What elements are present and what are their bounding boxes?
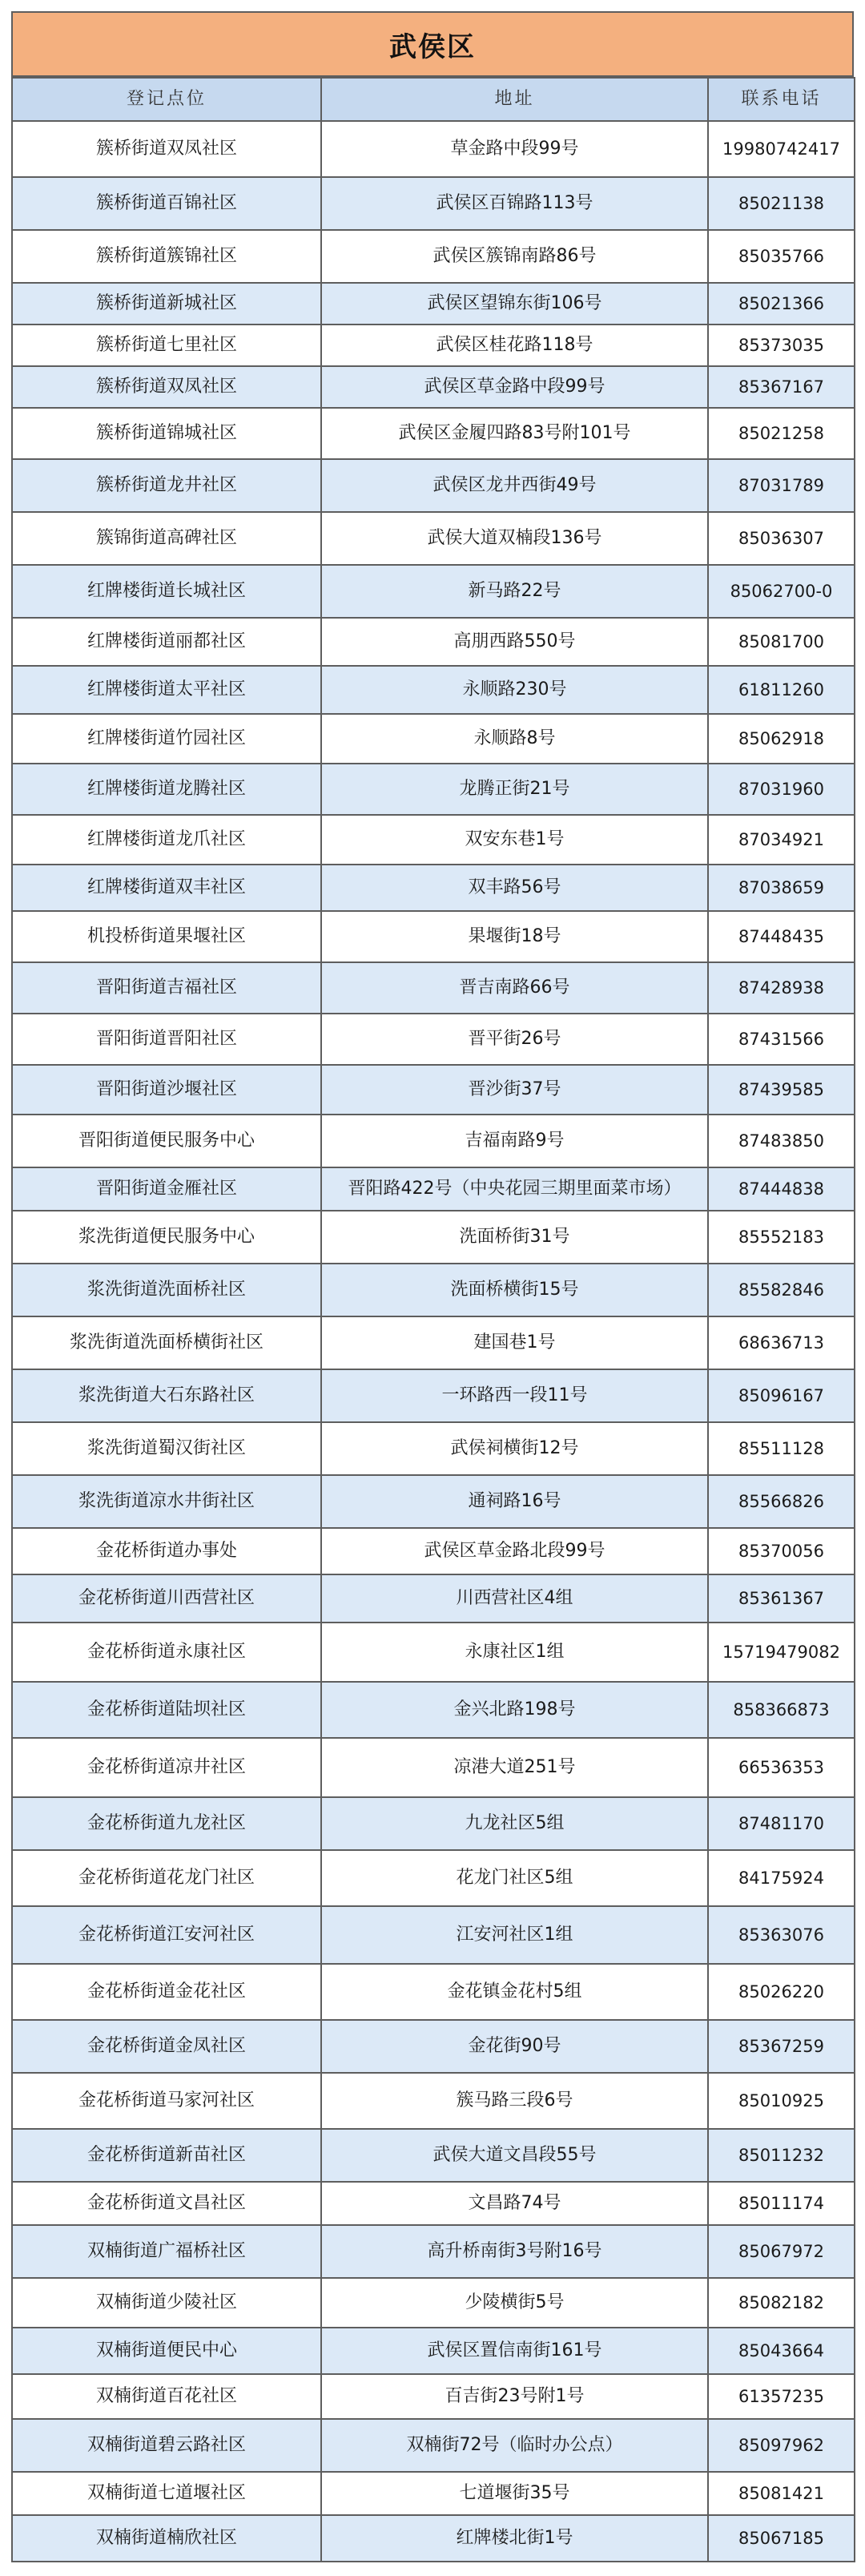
- district-title-bar: [11, 11, 854, 77]
- cell-phone: 87428938: [708, 962, 855, 1014]
- cell-phone: 87038659: [708, 865, 855, 911]
- cell-location: 金花桥街道凉井社区: [12, 1738, 321, 1797]
- cell-address: 洗面桥街31号: [321, 1211, 708, 1264]
- cell-address: 通祠路16号: [321, 1475, 708, 1528]
- registration-table: [11, 77, 855, 2562]
- cell-address: 武侯大道双楠段136号: [321, 512, 708, 565]
- cell-location: 红牌楼街道龙腾社区: [12, 764, 321, 815]
- table-row: [12, 2020, 855, 2073]
- table-row: [12, 177, 855, 230]
- cell-location: 双楠街道百花社区: [12, 2374, 321, 2419]
- table-row: [12, 2515, 855, 2562]
- cell-phone: 85511128: [708, 1422, 855, 1475]
- table-row: [12, 366, 855, 408]
- table-row: [12, 459, 855, 512]
- cell-location: 金花桥街道办事处: [12, 1528, 321, 1574]
- district-title: 武侯区: [389, 30, 476, 63]
- cell-location: 晋阳街道吉福社区: [12, 962, 321, 1014]
- cell-location: 金花桥街道川西营社区: [12, 1574, 321, 1623]
- table-row: [12, 2225, 855, 2278]
- cell-address: 武侯区金履四路83号附101号: [321, 408, 708, 459]
- cell-location: 双楠街道广福桥社区: [12, 2225, 321, 2278]
- cell-phone: 87031960: [708, 764, 855, 815]
- cell-address: 红牌楼北街1号: [321, 2515, 708, 2562]
- cell-address: 高朋西路550号: [321, 618, 708, 666]
- table-row: [12, 1422, 855, 1475]
- cell-address: 晋吉南路66号: [321, 962, 708, 1014]
- table-row: [12, 618, 855, 666]
- table-row: [12, 2472, 855, 2515]
- table-row: [12, 714, 855, 764]
- cell-location: 金花桥街道江安河社区: [12, 1906, 321, 1964]
- cell-address: 凉港大道251号: [321, 1738, 708, 1797]
- cell-phone: 87444838: [708, 1167, 855, 1211]
- cell-location: 红牌楼街道龙爪社区: [12, 815, 321, 865]
- cell-phone: 85082182: [708, 2278, 855, 2328]
- cell-location: 金花桥街道马家河社区: [12, 2073, 321, 2129]
- cell-phone: 85036307: [708, 512, 855, 565]
- table-row: [12, 1528, 855, 1574]
- table-row: [12, 283, 855, 325]
- cell-location: 红牌楼街道双丰社区: [12, 865, 321, 911]
- cell-location: 浆洗街道洗面桥横街社区: [12, 1316, 321, 1369]
- table-row: [12, 865, 855, 911]
- cell-phone: 85367259: [708, 2020, 855, 2073]
- table-row: [12, 1623, 855, 1682]
- table-row: [12, 1738, 855, 1797]
- cell-address: 金兴北路198号: [321, 1682, 708, 1738]
- cell-address: 百吉街23号附1号: [321, 2374, 708, 2419]
- cell-address: 武侯区望锦东街106号: [321, 283, 708, 325]
- table-row: [12, 1264, 855, 1316]
- cell-location: 簇桥街道双凤社区: [12, 121, 321, 177]
- cell-phone: 858366873: [708, 1682, 855, 1738]
- cell-address: 武侯区桂花路118号: [321, 325, 708, 366]
- cell-address: 草金路中段99号: [321, 121, 708, 177]
- cell-address: 双安东巷1号: [321, 815, 708, 865]
- cell-phone: 85097962: [708, 2419, 855, 2472]
- cell-location: 双楠街道便民中心: [12, 2328, 321, 2374]
- table-row: [12, 815, 855, 865]
- table-row: [12, 2328, 855, 2374]
- cell-location: 晋阳街道金雁社区: [12, 1167, 321, 1211]
- cell-phone: 85062918: [708, 714, 855, 764]
- cell-location: 晋阳街道晋阳社区: [12, 1014, 321, 1065]
- cell-phone: 85035766: [708, 230, 855, 283]
- cell-location: 浆洗街道蜀汉街社区: [12, 1422, 321, 1475]
- cell-location: 浆洗街道便民服务中心: [12, 1211, 321, 1264]
- cell-address: 永顺路230号: [321, 666, 708, 714]
- cell-location: 簇桥街道七里社区: [12, 325, 321, 366]
- table-row: [12, 2374, 855, 2419]
- cell-phone: 85566826: [708, 1475, 855, 1528]
- cell-phone: 85361367: [708, 1574, 855, 1623]
- cell-phone: 66536353: [708, 1738, 855, 1797]
- cell-location: 簇桥街道双凤社区: [12, 366, 321, 408]
- cell-location: 金花桥街道新苗社区: [12, 2129, 321, 2182]
- table-row: [12, 1797, 855, 1850]
- cell-location: 机投桥街道果堰社区: [12, 911, 321, 962]
- table-row: [12, 1115, 855, 1167]
- district-table-frame: [11, 11, 854, 2567]
- cell-address: 一环路西一段11号: [321, 1369, 708, 1422]
- cell-phone: 85363076: [708, 1906, 855, 1964]
- cell-location: 金花桥街道永康社区: [12, 1623, 321, 1682]
- table-row: [12, 1964, 855, 2020]
- table-row: [12, 962, 855, 1014]
- cell-phone: 85043664: [708, 2328, 855, 2374]
- cell-location: 金花桥街道金花社区: [12, 1964, 321, 2020]
- cell-address: 武侯区草金路中段99号: [321, 366, 708, 408]
- cell-location: 金花桥街道陆坝社区: [12, 1682, 321, 1738]
- cell-location: 簇桥街道龙井社区: [12, 459, 321, 512]
- cell-location: 双楠街道七道堰社区: [12, 2472, 321, 2515]
- cell-location: 金花桥街道花龙门社区: [12, 1850, 321, 1906]
- table-row: [12, 1475, 855, 1528]
- cell-phone: 87034921: [708, 815, 855, 865]
- header-location: 登记点位: [12, 78, 321, 121]
- cell-address: 建国巷1号: [321, 1316, 708, 1369]
- cell-address: 文昌路74号: [321, 2182, 708, 2225]
- cell-phone: 85026220: [708, 1964, 855, 2020]
- table-row: [12, 666, 855, 714]
- cell-phone: 85081421: [708, 2472, 855, 2515]
- cell-address: 武侯大道文昌段55号: [321, 2129, 708, 2182]
- cell-phone: 85096167: [708, 1369, 855, 1422]
- cell-phone: 85067185: [708, 2515, 855, 2562]
- cell-address: 双丰路56号: [321, 865, 708, 911]
- cell-address: 武侯区龙井西街49号: [321, 459, 708, 512]
- table-row: [12, 2419, 855, 2472]
- table-row: [12, 2073, 855, 2129]
- cell-location: 簇锦街道高碑社区: [12, 512, 321, 565]
- cell-address: 少陵横街5号: [321, 2278, 708, 2328]
- cell-location: 浆洗街道洗面桥社区: [12, 1264, 321, 1316]
- cell-phone: 85081700: [708, 618, 855, 666]
- cell-location: 红牌楼街道长城社区: [12, 565, 321, 618]
- table-row: [12, 911, 855, 962]
- cell-address: 江安河社区1组: [321, 1906, 708, 1964]
- table-row: [12, 230, 855, 283]
- cell-phone: 87439585: [708, 1065, 855, 1115]
- cell-phone: 87483850: [708, 1115, 855, 1167]
- cell-address: 金花镇金花村5组: [321, 1964, 708, 2020]
- cell-address: 永康社区1组: [321, 1623, 708, 1682]
- header-row: [12, 78, 855, 121]
- cell-phone: 85011174: [708, 2182, 855, 2225]
- table-row: [12, 512, 855, 565]
- table-row: [12, 325, 855, 366]
- table-row: [12, 2182, 855, 2225]
- cell-phone: 85367167: [708, 366, 855, 408]
- cell-address: 晋阳路422号（中央花园三期里面菜市场）: [321, 1167, 708, 1211]
- table-row: [12, 1065, 855, 1115]
- cell-phone: 85062700-0: [708, 565, 855, 618]
- cell-location: 红牌楼街道太平社区: [12, 666, 321, 714]
- cell-address: 双楠街72号（临时办公点）: [321, 2419, 708, 2472]
- cell-address: 簇马路三段6号: [321, 2073, 708, 2129]
- cell-phone: 15719479082: [708, 1623, 855, 1682]
- cell-phone: 85011232: [708, 2129, 855, 2182]
- cell-address: 高升桥南街3号附16号: [321, 2225, 708, 2278]
- header-phone: 联系电话: [708, 78, 855, 121]
- cell-address: 武侯区置信南街161号: [321, 2328, 708, 2374]
- cell-location: 红牌楼街道丽都社区: [12, 618, 321, 666]
- cell-phone: 87031789: [708, 459, 855, 512]
- cell-location: 双楠街道少陵社区: [12, 2278, 321, 2328]
- cell-address: 果堰街18号: [321, 911, 708, 962]
- table-row: [12, 2278, 855, 2328]
- cell-location: 金花桥街道文昌社区: [12, 2182, 321, 2225]
- cell-address: 武侯祠横街12号: [321, 1422, 708, 1475]
- table-row: [12, 1574, 855, 1623]
- cell-phone: 85021258: [708, 408, 855, 459]
- cell-address: 永顺路8号: [321, 714, 708, 764]
- cell-phone: 85021366: [708, 283, 855, 325]
- cell-address: 川西营社区4组: [321, 1574, 708, 1623]
- cell-phone: 85021138: [708, 177, 855, 230]
- cell-location: 浆洗街道凉水井街社区: [12, 1475, 321, 1528]
- table-row: [12, 1014, 855, 1065]
- cell-address: 武侯区百锦路113号: [321, 177, 708, 230]
- cell-location: 簇桥街道簇锦社区: [12, 230, 321, 283]
- cell-location: 晋阳街道沙堰社区: [12, 1065, 321, 1115]
- table-row: [12, 1211, 855, 1264]
- cell-address: 武侯区草金路北段99号: [321, 1528, 708, 1574]
- table-row: [12, 764, 855, 815]
- table-row: [12, 1316, 855, 1369]
- cell-phone: 85010925: [708, 2073, 855, 2129]
- cell-phone: 85067972: [708, 2225, 855, 2278]
- cell-phone: 85552183: [708, 1211, 855, 1264]
- table-row: [12, 565, 855, 618]
- table-row: [12, 1682, 855, 1738]
- table-row: [12, 1850, 855, 1906]
- cell-phone: 85373035: [708, 325, 855, 366]
- cell-location: 簇桥街道新城社区: [12, 283, 321, 325]
- cell-location: 浆洗街道大石东路社区: [12, 1369, 321, 1422]
- cell-location: 晋阳街道便民服务中心: [12, 1115, 321, 1167]
- cell-phone: 85370056: [708, 1528, 855, 1574]
- cell-phone: 87481170: [708, 1797, 855, 1850]
- cell-location: 簇桥街道锦城社区: [12, 408, 321, 459]
- cell-phone: 84175924: [708, 1850, 855, 1906]
- cell-address: 洗面桥横街15号: [321, 1264, 708, 1316]
- cell-address: 新马路22号: [321, 565, 708, 618]
- cell-location: 金花桥街道金凤社区: [12, 2020, 321, 2073]
- table-row: [12, 1906, 855, 1964]
- cell-address: 花龙门社区5组: [321, 1850, 708, 1906]
- cell-phone: 61811260: [708, 666, 855, 714]
- cell-address: 七道堰街35号: [321, 2472, 708, 2515]
- cell-phone: 68636713: [708, 1316, 855, 1369]
- cell-address: 晋沙街37号: [321, 1065, 708, 1115]
- cell-phone: 87431566: [708, 1014, 855, 1065]
- cell-location: 簇桥街道百锦社区: [12, 177, 321, 230]
- header-address: 地址: [321, 78, 708, 121]
- table-row: [12, 121, 855, 177]
- cell-address: 晋平街26号: [321, 1014, 708, 1065]
- cell-address: 龙腾正街21号: [321, 764, 708, 815]
- cell-location: 双楠街道碧云路社区: [12, 2419, 321, 2472]
- cell-phone: 87448435: [708, 911, 855, 962]
- cell-address: 吉福南路9号: [321, 1115, 708, 1167]
- cell-address: 金花街90号: [321, 2020, 708, 2073]
- cell-phone: 85582846: [708, 1264, 855, 1316]
- cell-address: 九龙社区5组: [321, 1797, 708, 1850]
- cell-location: 金花桥街道九龙社区: [12, 1797, 321, 1850]
- table-row: [12, 408, 855, 459]
- cell-address: 武侯区簇锦南路86号: [321, 230, 708, 283]
- table-row: [12, 2129, 855, 2182]
- table-row: [12, 1167, 855, 1211]
- cell-location: 双楠街道楠欣社区: [12, 2515, 321, 2562]
- cell-phone: 19980742417: [708, 121, 855, 177]
- cell-location: 红牌楼街道竹园社区: [12, 714, 321, 764]
- table-row: [12, 1369, 855, 1422]
- cell-phone: 61357235: [708, 2374, 855, 2419]
